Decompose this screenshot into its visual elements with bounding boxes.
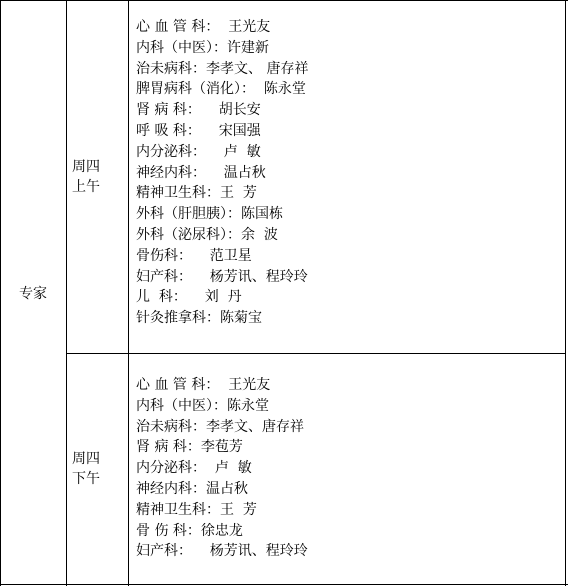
doctor-entry: 精神卫生科：王 芳 [136, 185, 257, 202]
doctor-entry: 脾胃病科（消化）： 陈永堂 [136, 81, 306, 98]
category-label: 专家 [19, 286, 47, 302]
doctor-entry: 外科（肝胆胰）：陈国栋 [136, 206, 283, 223]
doctor-entry: 呼 吸 科： 宋国强 [136, 122, 261, 139]
doctor-entry: 心 血 管 科： 王光友 [136, 19, 271, 35]
doctor-entry: 精神卫生科：王 芳 [136, 501, 257, 518]
doctor-entry: 心 血 管 科： 王光友 [136, 377, 271, 393]
doctor-list-afternoon [136, 375, 308, 562]
session-period: 上午 [72, 178, 100, 195]
doctor-entry: 妇产科： 杨芳讯、程玲玲 [136, 268, 308, 285]
session-day: 周四 [72, 451, 100, 467]
doctor-entry: 外科（泌尿科）：余 波 [136, 226, 278, 243]
session-period: 下午 [72, 471, 100, 487]
column-divider-2 [128, 0, 129, 586]
doctor-entry: 针灸推拿科：陈菊宝 [136, 310, 262, 327]
doctor-entry: 骨 伤 科：徐忠龙 [136, 522, 243, 539]
doctor-entry: 妇产科： 杨芳讯、程玲玲 [136, 543, 308, 560]
doctor-entry: 内科（中医）：陈永堂 [136, 397, 269, 414]
doctor-list-morning [136, 17, 308, 329]
doctor-entry: 肾 病 科：李苞芳 [136, 439, 243, 456]
table-border-right [565, 0, 566, 586]
doctor-entry: 内科（中医）：许建新 [136, 39, 269, 56]
doctor-entry: 治未病科：李孝文、 唐存祥 [136, 60, 309, 77]
session-time-afternoon [67, 354, 127, 584]
session-time-morning [67, 0, 127, 353]
doctor-entry: 治未病科：李孝文、唐存祥 [136, 418, 304, 435]
doctor-entry: 神经内科：温占秋 [136, 480, 248, 497]
doctor-entry: 骨伤科： 范卫星 [136, 247, 252, 264]
doctor-entry: 儿 科： 刘 丹 [136, 289, 242, 306]
doctor-entry: 肾 病 科： 胡长安 [136, 102, 261, 119]
doctor-entry: 内分泌科： 卢 敏 [136, 460, 252, 477]
doctor-entry: 内分泌科： 卢 敏 [136, 143, 261, 160]
row-divider [66, 353, 566, 354]
table-border-bottom [0, 584, 568, 585]
doctor-entry: 神经内科： 温占秋 [136, 164, 266, 181]
session-day: 周四 [72, 158, 100, 175]
category-cell [0, 0, 66, 586]
